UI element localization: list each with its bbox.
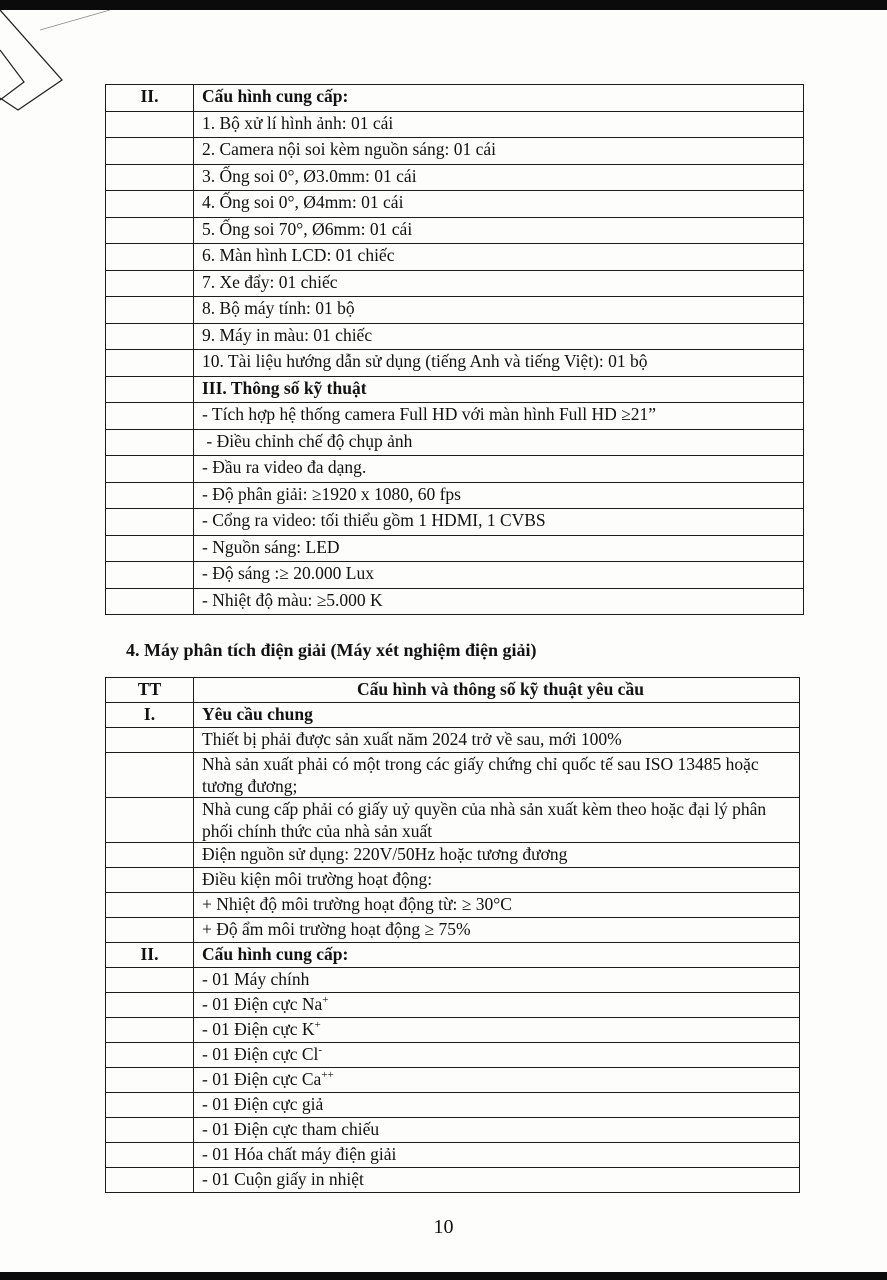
page-number: 10 xyxy=(433,1216,454,1238)
column-header-tt: TT xyxy=(106,678,194,703)
spec-item: - Đầu ra video đa dạng. xyxy=(194,456,804,483)
spec-item: - Tích hợp hệ thống camera Full HD với màn hình Full HD ≥21” xyxy=(194,403,804,430)
list-item: 7. Xe đẩy: 01 chiếc xyxy=(194,270,804,297)
table-row xyxy=(106,191,804,218)
table-row xyxy=(106,728,800,753)
section-number: II. xyxy=(106,943,194,968)
table-row xyxy=(106,376,804,403)
config-item xyxy=(194,1018,800,1043)
config-item-text: - 01 Điện cực tham chiếu xyxy=(202,1119,380,1139)
list-item: 10. Tài liệu hướng dẫn sử dụng (tiếng Anh và tiếng Việt): 01 bộ xyxy=(194,350,804,377)
table-row xyxy=(106,918,800,943)
requirement-item: Thiết bị phải được sản xuất năm 2024 trở về sau, mới 100% xyxy=(194,728,800,753)
table-row xyxy=(106,85,804,112)
ion-charge: - xyxy=(318,1044,323,1057)
table-row xyxy=(106,456,804,483)
requirement-item: Nhà cung cấp phải có giấy uỷ quyền của nhà sản xuất kèm theo hoặc đại lý phân phối chính thức của nhà sản xuất xyxy=(194,798,800,843)
table-row xyxy=(106,403,804,430)
config-item-text: - 01 Điện cực Ca xyxy=(202,1069,322,1089)
config-item xyxy=(194,993,800,1018)
table-row xyxy=(106,993,800,1018)
table-row xyxy=(106,943,800,968)
config-item xyxy=(194,1093,800,1118)
scan-top-border xyxy=(0,0,887,10)
table-row xyxy=(106,588,804,615)
table-row xyxy=(106,509,804,536)
table-row xyxy=(106,164,804,191)
config-item xyxy=(194,1043,800,1068)
column-header-spec: Cấu hình và thông số kỹ thuật yêu cầu xyxy=(194,678,800,703)
config-item-text: - 01 Điện cực K xyxy=(202,1019,315,1039)
config-item-text: - 01 Điện cực Na xyxy=(202,994,323,1014)
table-row xyxy=(106,535,804,562)
list-item: 2. Camera nội soi kèm nguồn sáng: 01 cái xyxy=(194,138,804,165)
table-row xyxy=(106,429,804,456)
table-row xyxy=(106,350,804,377)
spec-item: - Độ phân giải: ≥1920 x 1080, 60 fps xyxy=(194,482,804,509)
table-row xyxy=(106,1168,800,1193)
table-row xyxy=(106,217,804,244)
config-item xyxy=(194,1118,800,1143)
config-item xyxy=(194,968,800,993)
table-row xyxy=(106,482,804,509)
table-row xyxy=(106,323,804,350)
section-number: II. xyxy=(106,85,194,112)
electrolyte-analyzer-table xyxy=(105,677,800,1193)
table-row xyxy=(106,111,804,138)
config-item-text: - 01 Điện cực Cl xyxy=(202,1044,319,1064)
table-row xyxy=(106,798,800,843)
table-row xyxy=(106,893,800,918)
section-title: III. Thông số kỹ thuật xyxy=(194,376,804,403)
section-number: I. xyxy=(106,703,194,728)
requirement-item: Nhà sản xuất phải có một trong các giấy chứng chỉ quốc tế sau ISO 13485 hoặc tương đương; xyxy=(194,753,800,798)
ion-charge: ++ xyxy=(321,1069,334,1082)
spec-item: - Độ sáng :≥ 20.000 Lux xyxy=(194,562,804,589)
section-title: Cấu hình cung cấp: xyxy=(194,943,800,968)
list-item: 4. Ống soi 0°, Ø4mm: 01 cái xyxy=(194,191,804,218)
list-item: 9. Máy in màu: 01 chiếc xyxy=(194,323,804,350)
ion-charge: + xyxy=(322,994,329,1007)
ion-charge: + xyxy=(314,1019,321,1032)
table-row xyxy=(106,270,804,297)
table-row xyxy=(106,843,800,868)
list-item: 1. Bộ xử lí hình ảnh: 01 cái xyxy=(194,111,804,138)
table-row xyxy=(106,1043,800,1068)
table-row xyxy=(106,1143,800,1168)
table-row xyxy=(106,138,804,165)
page-fold-corner xyxy=(0,10,110,140)
table-row xyxy=(106,868,800,893)
section-title: Cấu hình cung cấp: xyxy=(194,85,804,112)
list-item: 5. Ống soi 70°, Ø6mm: 01 cái xyxy=(194,217,804,244)
table-row xyxy=(106,1118,800,1143)
spec-item: - Nguồn sáng: LED xyxy=(194,535,804,562)
config-item-text: - 01 Cuộn giấy in nhiệt xyxy=(202,1169,364,1189)
table-row xyxy=(106,297,804,324)
requirement-item: Điều kiện môi trường hoạt động: xyxy=(194,868,800,893)
spec-item: - Điều chỉnh chế độ chụp ảnh xyxy=(194,429,804,456)
table-row xyxy=(106,1093,800,1118)
table-row xyxy=(106,1018,800,1043)
requirement-item: Điện nguồn sử dụng: 220V/50Hz hoặc tương đương xyxy=(194,843,800,868)
requirement-item: + Nhiệt độ môi trường hoạt động từ: ≥ 30°C xyxy=(194,893,800,918)
table-row xyxy=(106,562,804,589)
config-item-text: - 01 Điện cực giả xyxy=(202,1094,324,1114)
list-item: 6. Màn hình LCD: 01 chiếc xyxy=(194,244,804,271)
table-row xyxy=(106,753,800,798)
config-item xyxy=(194,1168,800,1193)
requirement-item: + Độ ẩm môi trường hoạt động ≥ 75% xyxy=(194,918,800,943)
config-item-text: - 01 Máy chính xyxy=(202,969,310,989)
config-specs-table xyxy=(105,84,804,615)
spec-item: - Nhiệt độ màu: ≥5.000 K xyxy=(194,588,804,615)
list-item: 3. Ống soi 0°, Ø3.0mm: 01 cái xyxy=(194,164,804,191)
config-item xyxy=(194,1143,800,1168)
table-row xyxy=(106,703,800,728)
spec-item: - Cổng ra video: tối thiểu gồm 1 HDMI, 1 CVBS xyxy=(194,509,804,536)
table-row xyxy=(106,1068,800,1093)
table-header-row xyxy=(106,678,800,703)
table-row xyxy=(106,968,800,993)
table-row xyxy=(106,244,804,271)
scan-bottom-border xyxy=(0,1272,887,1280)
section-heading: 4. Máy phân tích điện giải (Máy xét nghiệm điện giải) xyxy=(126,640,537,660)
list-item: 8. Bộ máy tính: 01 bộ xyxy=(194,297,804,324)
section-title: Yêu cầu chung xyxy=(194,703,800,728)
config-item xyxy=(194,1068,800,1093)
config-item-text: - 01 Hóa chất máy điện giải xyxy=(202,1144,397,1164)
